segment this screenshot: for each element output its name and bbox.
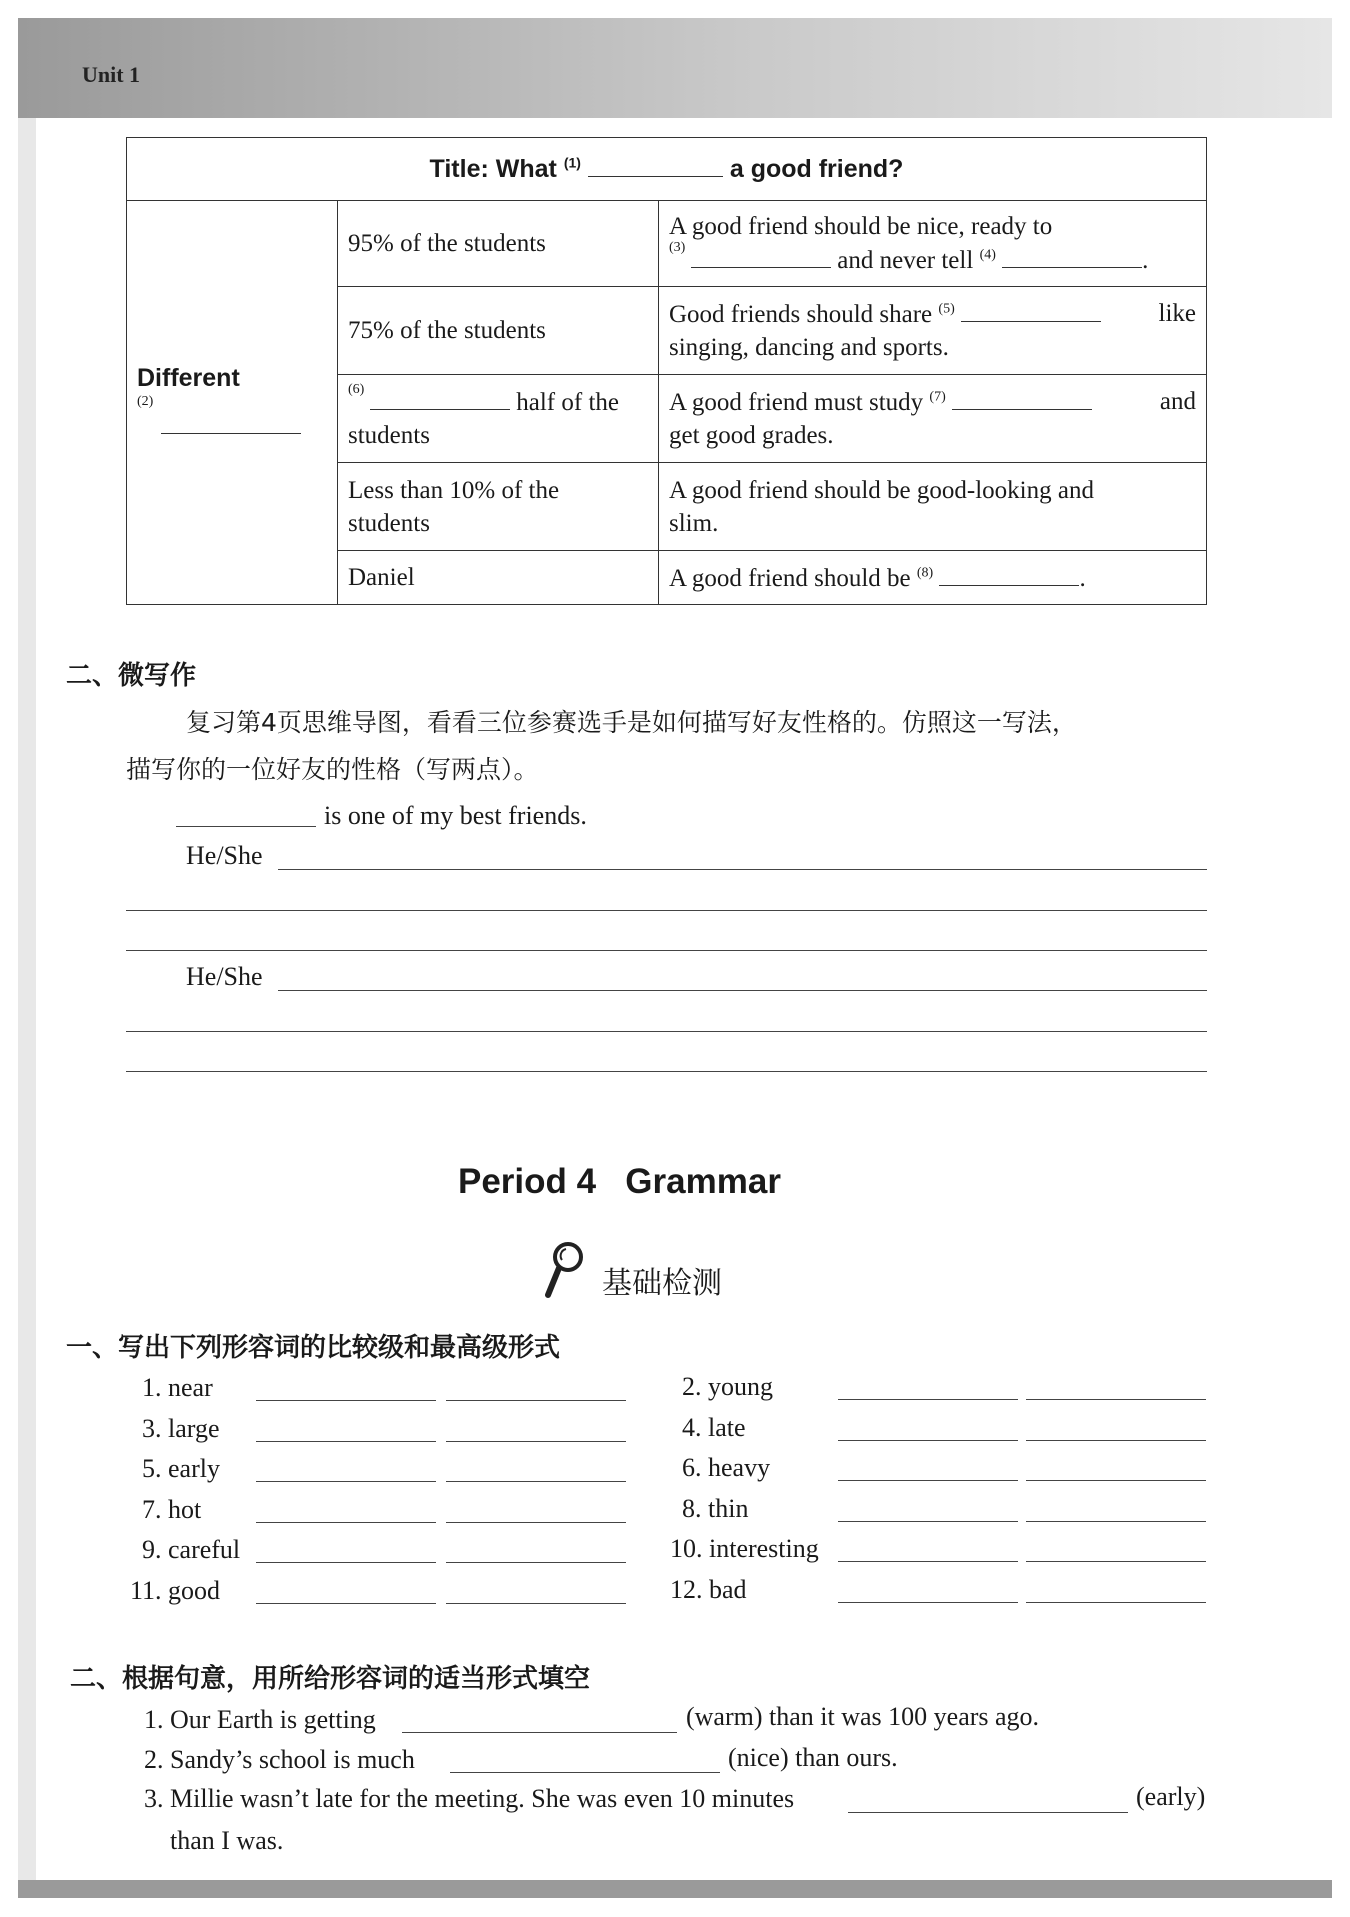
answer-blank[interactable] [1026, 1399, 1206, 1400]
sentence-3-continuation: than I was. [170, 1826, 284, 1855]
list-item: 2. young [682, 1372, 773, 1401]
list-item: 6. heavy [682, 1453, 771, 1482]
list-item: 4. late [682, 1413, 746, 1442]
answer-blank[interactable] [1026, 1561, 1206, 1562]
answer-blank[interactable] [1026, 1521, 1206, 1522]
list-item: 3. large [142, 1414, 220, 1443]
answer-blank[interactable] [446, 1400, 626, 1401]
writing-line[interactable] [126, 950, 1207, 951]
ex2-heading: 二、根据句意，用所给形容词的适当形式填空 [70, 1664, 591, 1694]
blank-3[interactable] [691, 243, 831, 268]
answer-blank[interactable] [838, 1521, 1018, 1522]
answer-blank[interactable] [838, 1480, 1018, 1481]
section-label: 基础检测 [602, 1266, 722, 1301]
footer-band [18, 1880, 1332, 1898]
answer-blank[interactable] [446, 1481, 626, 1482]
list-item: 10. interesting [670, 1534, 819, 1563]
list-item: 8. thin [682, 1494, 749, 1523]
answer-blank[interactable] [256, 1441, 436, 1442]
answer-blank[interactable] [446, 1522, 626, 1523]
answer-blank[interactable] [256, 1522, 436, 1523]
blank-4[interactable] [1002, 243, 1142, 268]
sentence-3-end: (early) [1136, 1782, 1206, 1811]
answer-blank[interactable] [256, 1481, 436, 1482]
writing-line-1-text: is one of my best friends. [324, 801, 587, 830]
answer-blank[interactable] [1026, 1480, 1206, 1481]
answer-blank[interactable] [446, 1603, 626, 1604]
he-she-label-1: He/She [186, 841, 263, 870]
friend-name-blank[interactable] [176, 826, 316, 827]
sentence-1-blank[interactable] [402, 1732, 677, 1733]
header-band [18, 18, 1332, 118]
sentence-1-end: (warm) than it was 100 years ago. [686, 1702, 1040, 1731]
micro-writing-instruction-1: 复习第4页思维导图，看看三位参赛选手是如何描写好友性格的。仿照这一写法， [186, 708, 1077, 737]
sentence-2-end: (nice) than ours. [728, 1743, 898, 1772]
answer-blank[interactable] [256, 1562, 436, 1563]
list-item: 11. good [130, 1576, 221, 1605]
list-item: 7. hot [142, 1495, 202, 1524]
table-row: A good friend should be nice, ready to (3) and never tell $^{(4)}$ . [659, 201, 1207, 287]
list-item: 5. early [142, 1454, 220, 1483]
blank-6[interactable] [370, 385, 510, 410]
writing-line[interactable] [126, 1031, 1207, 1032]
unit-label: Unit 1 [82, 62, 141, 87]
table-row: Good friends should share $^{(5)}$ like singing, dancing and sports. [659, 287, 1207, 375]
sentence-2-start: 2. Sandy’s school is much [144, 1745, 415, 1774]
answer-blank[interactable] [256, 1400, 436, 1401]
table-row: Daniel [338, 551, 659, 605]
ex1-heading: 一、写出下列形容词的比较级和最高级形式 [66, 1333, 561, 1363]
answer-blank[interactable] [256, 1603, 436, 1604]
table-row: Less than 10% of the students [338, 463, 659, 551]
table-row: (6) half of the students [338, 375, 659, 463]
writing-line[interactable] [126, 1071, 1207, 1072]
period-title: Period 4 Grammar [458, 1162, 781, 1201]
blank-7[interactable] [952, 385, 1092, 410]
sentence-3-blank[interactable] [848, 1812, 1128, 1813]
answer-blank[interactable] [1026, 1602, 1206, 1603]
he-she-label-2: He/She [186, 962, 263, 991]
table-row: A good friend should be $^{(8)}$ . [659, 551, 1207, 605]
list-item: 12. bad [670, 1575, 747, 1604]
table-row: A good friend should be good-looking and slim. [659, 463, 1207, 551]
answer-blank[interactable] [838, 1602, 1018, 1603]
writing-line[interactable] [278, 869, 1207, 870]
table-row: 95% of the students [338, 201, 659, 287]
blank-2[interactable] [161, 409, 301, 434]
answer-blank[interactable] [838, 1561, 1018, 1562]
blank-5[interactable] [961, 297, 1101, 322]
friend-survey-table [126, 137, 1207, 605]
answer-blank[interactable] [838, 1399, 1018, 1400]
list-item: 9. careful [142, 1535, 241, 1564]
micro-writing-instruction-2: 描写你的一位好友的性格（写两点）。 [126, 755, 539, 784]
blank-8[interactable] [939, 561, 1079, 586]
micro-writing-heading: 二、微写作 [66, 661, 197, 691]
blank-1[interactable] [588, 152, 723, 177]
answer-blank[interactable] [1026, 1440, 1206, 1441]
sentence-2-blank[interactable] [450, 1772, 720, 1773]
different-cell: Different (2) [127, 201, 338, 605]
writing-line[interactable] [126, 910, 1207, 911]
answer-blank[interactable] [446, 1441, 626, 1442]
table-title: Title: What $^{(1)}$ a good friend? [127, 138, 1207, 201]
list-item: 1. near [142, 1373, 213, 1402]
table-row: 75% of the students [338, 287, 659, 375]
table-row: A good friend must study $^{(7)}$ and get good grades. [659, 375, 1207, 463]
sentence-3-start: 3. Millie wasn’t late for the meeting. She was even 10 minutes [144, 1784, 795, 1813]
writing-line[interactable] [278, 990, 1207, 991]
answer-blank[interactable] [446, 1562, 626, 1563]
sentence-1-start: 1. Our Earth is getting [144, 1705, 376, 1734]
magnifier-icon [540, 1240, 590, 1300]
answer-blank[interactable] [838, 1440, 1018, 1441]
